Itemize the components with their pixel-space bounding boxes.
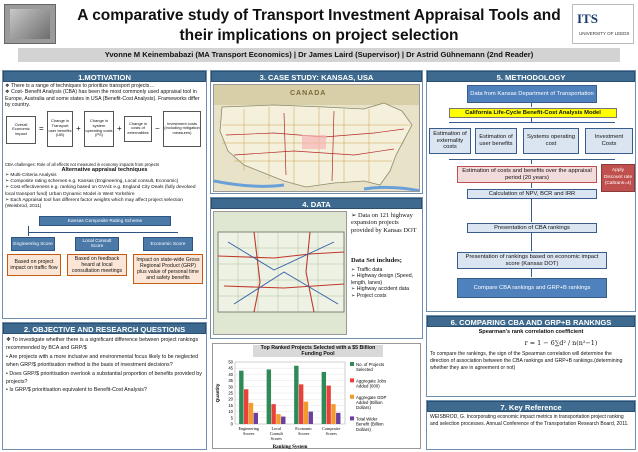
comparing-panel xyxy=(426,315,636,397)
method-model: California Life-Cycle Benefit-Cost Analysis Model xyxy=(449,108,617,118)
comparing-text: To compare the rankings, the sign of the Spearman correlation will determine the direction of association between the CBA rankings and GRP+B rankings.(determining whether they are in agreement or not) xyxy=(430,351,623,371)
objective-item: • Is GRP/$ prioritisation equivalent to Benefit-Cost Analysis? xyxy=(6,387,147,394)
y-tick-label: 10 xyxy=(228,409,233,415)
case-study-heading: 3. CASE STUDY: KANSAS, USA xyxy=(211,71,422,82)
case-study-panel xyxy=(210,70,423,194)
objectives-panel xyxy=(2,322,207,450)
university-logo-text: UNIVERSITY OF LEEDS xyxy=(579,31,630,36)
objective-text: To investigate whether there is a significant difference between project rankings recommended by BCA and GRP/$ xyxy=(6,337,199,352)
legend-label: Dollars) xyxy=(356,405,371,411)
data-include-text: Project costs xyxy=(356,292,387,299)
flow-box: Change in system operating costs (PS) xyxy=(84,111,114,147)
kansas-map xyxy=(213,211,347,335)
data-heading: 4. DATA xyxy=(211,198,422,209)
right-logo xyxy=(572,4,634,44)
comparing-subheading: Spearman's rank correlation coefficient xyxy=(478,329,584,335)
objectives-heading: 2. OBJECTIVE AND RESEARCH QUESTIONS xyxy=(3,323,206,334)
x-tick-label: Economic xyxy=(295,426,313,431)
y-tick-label: 15 xyxy=(228,402,233,408)
alt-item-text: Cost effectiveness e.g. ranking based on GVA/£ e.g. England City Deals (fully devolved local transport fund) Urban Dynamic Model in West Yorkshire xyxy=(5,185,196,197)
motivation-bullets xyxy=(3,82,206,110)
data-note-text: Data on 121 highway expansion projects provided by Kansas DOT xyxy=(351,212,417,234)
legend-label: Dollars) xyxy=(356,426,371,432)
legend-label: Selected xyxy=(356,367,373,373)
flow-box: Change in Transport user benefits (UB) xyxy=(47,111,73,147)
method-input: Investment Costs xyxy=(585,128,633,154)
objective-text: Does GRP/$ prioritisation overlook a substantial proportion of benefits provided by projects? xyxy=(6,370,202,386)
alt-item-text: Composite rating schemes e.g. Kansas (Engineering, Local consult, Economic) xyxy=(10,179,179,185)
kansas-scheme-diagram xyxy=(3,210,206,304)
scheme-desc: Based on project impact on traffic flow xyxy=(7,254,61,276)
bullet-text: Cost- Benefit Analysis (CBA) has been the most commonly used appraisal tool in Europe, Australia and some states in USA (Benefit-Cost Analysis). Frameworks differ by country. xyxy=(5,89,200,109)
authors-bar: Yvonne M Keinembabazi (MA Transport Economics) | Dr James Laird (Supervisor) | Dr Astrid Gühnemann (2nd Reader) xyxy=(18,48,620,62)
poster-title xyxy=(70,6,568,46)
flow-op: = xyxy=(39,123,44,133)
y-axis-label: Quantity xyxy=(215,383,220,403)
legend-swatch xyxy=(350,362,354,366)
y-tick-label: 5 xyxy=(230,415,233,421)
scheme-col: Engineering Score xyxy=(11,237,55,251)
data-note: ➢ Data on 121 highway expansion projects provided by Kansas DOT xyxy=(351,212,417,234)
method-input: Systems operating cost xyxy=(523,128,579,154)
method-present: Presentation of CBA rankings xyxy=(467,223,597,233)
legend-label: No. of Projects xyxy=(356,362,385,367)
bullet-text: There is a range of techniques to prioritize transport projects… xyxy=(11,83,155,89)
bar xyxy=(276,414,280,424)
alt-list xyxy=(3,173,206,210)
scheme-title: Kansas Composite Rating Scheme xyxy=(39,216,171,226)
bar xyxy=(239,371,243,424)
objective-item: ❖ To investigate whether there is a significant difference between project rankings recommended by BCA and GRP/$ xyxy=(6,337,199,352)
legend-label: Aggregate Jobs xyxy=(356,378,387,384)
bar xyxy=(271,404,275,424)
bar xyxy=(244,389,248,424)
alt-item: ➢ Multi-Criteria Analysis xyxy=(5,173,57,179)
alt-heading: Alternative appraisal techniques xyxy=(61,166,148,173)
motivation-panel xyxy=(2,70,207,319)
title-line-1: A comparative study of Transport Investment Appraisal Tools and xyxy=(77,7,561,24)
data-include-item: ➢ Project costs xyxy=(351,292,387,299)
motivation-bullet: ❖ There is a range of techniques to prioritize transport projects… xyxy=(5,83,155,89)
usa-map-image xyxy=(214,85,420,192)
data-panel xyxy=(210,197,423,339)
motivation-heading: 1.MOTIVATION xyxy=(3,71,206,82)
bar xyxy=(249,403,253,424)
method-input: Estimation of externality costs xyxy=(429,128,471,154)
bar xyxy=(304,402,308,424)
methodology-heading: 5. METHODOLOGY xyxy=(427,71,635,82)
comparing-heading: 6. COMPARING CBA AND GRP+B RANKNGS xyxy=(427,316,635,327)
flow-box: Overall Economic impact xyxy=(6,116,36,144)
bar xyxy=(336,413,340,424)
method-source: Data from Kansas Department of Transportation xyxy=(467,85,597,103)
data-include-text: Traffic data xyxy=(356,267,383,273)
method-discount: Estimation of costs and benefits over the appraisal period (20 years) xyxy=(457,166,597,183)
objective-text: Are projects with a more inclusive and environmental focus likely to be neglected when GRP/$ prioritisation method is the basis of investment decisions? xyxy=(6,353,199,369)
data-include-item: ➢ Highway design (Speed, length, lanes) xyxy=(351,273,414,286)
flow-op: − xyxy=(155,123,160,133)
usa-map xyxy=(213,84,420,192)
its-logo-text: ITS xyxy=(577,11,598,26)
x-axis-label: Ranking System xyxy=(272,445,308,450)
y-tick-label: 30 xyxy=(228,384,233,390)
flow-box: Change in costs of externalities xyxy=(124,116,152,142)
flow-op: + xyxy=(76,123,81,133)
legend-label: Added (000) xyxy=(356,383,380,389)
method-discount-rate: Apply Discount rate (Caltrans=4) xyxy=(601,164,635,192)
flow-op: + xyxy=(117,123,122,133)
scheme-col: Economic Score xyxy=(143,237,193,251)
alt-item-text: Multi-Criteria Analysis xyxy=(10,173,57,179)
reference-text: WEISBROD, G. Incorporating economic impact metrics in transportation project ranking and selection processes. Annual Conference of the Transportation Research Board, 2011. xyxy=(430,414,629,427)
x-tick-label: Engineering xyxy=(238,426,259,431)
objective-item: • Are projects with a more inclusive and environmental focus likely to be neglected when GRP/$ prioritisation method is the basis of investment decisions? xyxy=(6,353,199,369)
x-tick-label: Composite xyxy=(322,426,341,431)
methodology-flow xyxy=(427,82,635,311)
objectives-list xyxy=(3,334,206,397)
kansas-map-image xyxy=(214,212,347,335)
bar xyxy=(267,369,271,424)
alt-item: ➢ Each Appraisal tool has different factor weights which may affect project selection (Weisbrod, 2011) xyxy=(5,197,183,210)
y-tick-label: 25 xyxy=(228,390,233,396)
method-calc: Calculation of NPV, BCR and IRR xyxy=(467,189,597,199)
flow-box: Investment costs (Including mitigation measures) xyxy=(163,111,201,147)
methodology-panel xyxy=(426,70,636,312)
x-tick-label: Scores xyxy=(325,431,337,436)
data-includes-list xyxy=(351,267,423,299)
data-include-item: ➢ Traffic data xyxy=(351,267,383,273)
chart-svg xyxy=(213,358,422,450)
bar xyxy=(331,404,335,424)
legend-swatch xyxy=(350,416,354,420)
data-include-text: Highway accident data xyxy=(356,286,409,293)
y-tick-label: 45 xyxy=(228,365,233,371)
objective-item: • Does GRP/$ prioritisation overlook a substantial proportion of benefits provided by projects? xyxy=(6,370,202,386)
title-line-2: their implications on project selection xyxy=(179,27,459,44)
y-tick-label: 20 xyxy=(228,396,233,402)
bar xyxy=(322,372,326,424)
cba-flow-diagram xyxy=(3,110,206,162)
bar xyxy=(281,417,285,424)
bar xyxy=(299,384,303,424)
y-tick-label: 50 xyxy=(228,359,233,365)
objective-text: Is GRP/$ prioritisation equivalent to Benefit-Cost Analysis? xyxy=(9,387,147,394)
x-tick-label: Scores xyxy=(243,431,255,436)
map-label: CANADA xyxy=(290,90,327,97)
scheme-desc: Impact on state-wide Gross Regional Product (GRP) plus value of personal time and safety benefits xyxy=(133,254,203,284)
spearman-formula: r = 1 − 6∑d² / n(n²−1) xyxy=(524,339,598,347)
method-input: Estimation of user benefits xyxy=(475,128,517,154)
bar xyxy=(254,413,258,424)
y-tick-label: 35 xyxy=(228,378,233,384)
legend-label: Total Wider xyxy=(356,416,378,422)
y-tick-label: 40 xyxy=(228,371,233,377)
x-tick-label: Local xyxy=(271,426,282,431)
reference-heading: 7. Key Reference xyxy=(427,401,635,412)
legend-swatch xyxy=(350,378,354,382)
legend-label: Aggregate GDP xyxy=(356,394,387,400)
scheme-col: Local Consult Score xyxy=(75,237,119,251)
data-include-text: Highway design (Speed, length, lanes) xyxy=(351,273,414,286)
alt-item: ➢ Cost effectiveness e.g. ranking based on GVA/£ e.g. England City Deals (fully devolved local transport fund) Urban Dynamic Model in West Yorkshire xyxy=(5,185,196,197)
alt-item: ➢ Composite rating schemes e.g. Kansas (Engineering, Local consult, Economic) xyxy=(5,179,179,185)
x-tick-label: Consult xyxy=(269,431,283,436)
legend-swatch xyxy=(350,395,354,399)
bar xyxy=(294,366,298,424)
bar xyxy=(326,386,330,424)
x-tick-label: Scores xyxy=(270,436,282,441)
x-tick-label: Scores xyxy=(298,431,310,436)
data-include-item: ➢ Highway accident data xyxy=(351,286,409,293)
y-tick-label: 0 xyxy=(230,421,233,427)
alt-item-text: Each Appraisal tool has different factor weights which may affect project selection (Weisbrod, 2011) xyxy=(5,197,183,210)
legend-label: Benefit (Billion xyxy=(356,421,384,427)
cba-caption: CBA challenges: Role of all effects not measured in economy impacts from projects xyxy=(5,161,160,167)
scheme-desc: Based on feedback heard at local consultation meetings xyxy=(67,254,127,276)
motivation-bullet: ❖ Cost- Benefit Analysis (CBA) has been the most commonly used appraisal tool in Europe, Australia and some states in USA (Benefit-Cost Analysis). Frameworks differ by country. xyxy=(5,89,200,109)
left-logo xyxy=(4,4,56,44)
method-present2: Presentation of rankings based on economic impact score (Kansas DOT) xyxy=(457,252,607,269)
bar xyxy=(309,412,313,424)
data-includes-title: Data Set includes; xyxy=(351,257,402,264)
chart-panel xyxy=(212,343,421,449)
chart-title: Top Ranked Projects Selected with a $5 Billion Funding Pool xyxy=(253,345,383,357)
legend-label: Added (Billion xyxy=(356,400,383,405)
reference-panel xyxy=(426,400,636,450)
method-compare: Compare CBA rankings and GRP+B rankings xyxy=(457,278,607,298)
